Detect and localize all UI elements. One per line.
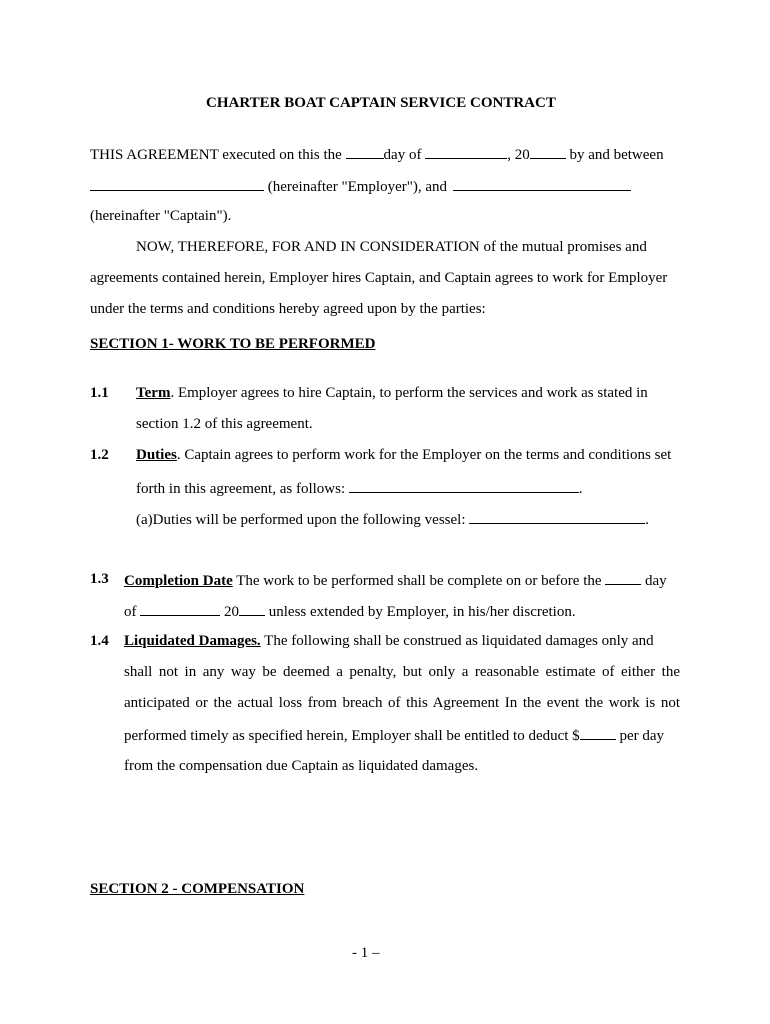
clause-1-1-line-2: section 1.2 of this agreement. — [136, 416, 313, 432]
clause-text: . Employer agrees to hire Captain, to perform the services and work as stated in — [170, 385, 648, 401]
day-blank[interactable] — [346, 144, 384, 159]
clause-text: of — [124, 604, 137, 620]
clause-text: . Captain agrees to perform work for the Employer on the terms and conditions set — [176, 447, 672, 463]
intro-text: THIS AGREEMENT executed on this the — [90, 147, 342, 163]
clause-1-3-line-1 — [124, 570, 667, 590]
deduction-amount-blank[interactable] — [580, 725, 616, 740]
clause-number: 1.1 — [90, 385, 109, 401]
consideration-line-1: NOW, THEREFORE, FOR AND IN CONSIDERATION of the mutual promises and — [136, 239, 647, 255]
document-title: CHARTER BOAT CAPTAIN SERVICE CONTRACT — [206, 95, 556, 111]
clause-1-4-line-1 — [124, 632, 654, 650]
clause-number: 1.2 — [90, 447, 109, 463]
duties-blank[interactable] — [349, 478, 579, 493]
clause-1-4-line-3: anticipated or the actual loss from breach of this Agreement In the event the work is not — [124, 695, 680, 711]
captain-name-blank[interactable] — [453, 176, 631, 191]
intro-text: , 20 — [507, 147, 530, 163]
clause-term: Duties — [136, 447, 177, 463]
intro-line-3: (hereinafter "Captain"). — [90, 208, 232, 224]
clause-1-4-line-4 — [124, 725, 664, 745]
completion-year-blank[interactable] — [239, 601, 265, 616]
completion-day-blank[interactable] — [605, 570, 641, 585]
consideration-line-2: agreements contained herein, Employer hires Captain, and Captain agrees to work for Employer — [90, 270, 668, 286]
year-blank[interactable] — [530, 144, 566, 159]
clause-text: The following shall be construed as liquidated damages only and — [264, 633, 654, 649]
intro-line-1 — [90, 144, 664, 164]
clause-1-4-line-2: shall not in any way be deemed a penalty, but only a reasonable estimate of either the — [124, 664, 680, 680]
clause-1-3-line-2 — [124, 601, 576, 621]
clause-term: Liquidated Damages. — [124, 633, 261, 649]
clause-text: unless extended by Employer, in his/her discretion. — [268, 604, 576, 620]
clause-1-2-line-1 — [136, 446, 671, 464]
page-number: - 1 – — [352, 945, 380, 961]
clause-text: The work to be performed shall be complete on or before the — [236, 573, 602, 589]
clause-text: performed timely as specified herein, Employer shall be entitled to deduct $ — [124, 728, 580, 744]
clause-number: 1.4 — [90, 633, 109, 649]
month-blank[interactable] — [425, 144, 507, 159]
consideration-line-3: under the terms and conditions hereby agreed upon by the parties: — [90, 301, 486, 317]
clause-1-2-line-3: (a)Duties will be performed upon the following vessel: . — [136, 509, 649, 529]
clause-text: per day — [619, 728, 664, 744]
vessel-blank[interactable] — [469, 509, 645, 524]
clause-term: Completion Date — [124, 573, 233, 589]
intro-text: day of — [383, 147, 422, 163]
employer-name-blank[interactable] — [90, 176, 264, 191]
clause-term: Term — [136, 385, 171, 401]
clause-text: forth in this agreement, as follows: — [136, 481, 346, 497]
intro-text: by and between — [569, 147, 664, 163]
completion-month-blank[interactable] — [140, 601, 220, 616]
clause-1-2-line-2: forth in this agreement, as follows: . — [136, 478, 583, 498]
clause-1-1-line-1 — [136, 384, 648, 402]
clause-number: 1.3 — [90, 571, 109, 587]
clause-1-4-line-5: from the compensation due Captain as liquidated damages. — [124, 758, 479, 774]
clause-text: 20 — [224, 604, 239, 620]
intro-text: (hereinafter "Employer"), and — [267, 179, 447, 195]
clause-text: (a)Duties will be performed upon the following vessel: — [136, 512, 466, 528]
section-2-heading: SECTION 2 - COMPENSATION — [90, 881, 305, 897]
intro-line-2 — [90, 176, 631, 196]
clause-text: day — [645, 573, 667, 589]
section-1-heading: SECTION 1- WORK TO BE PERFORMED — [90, 336, 376, 352]
